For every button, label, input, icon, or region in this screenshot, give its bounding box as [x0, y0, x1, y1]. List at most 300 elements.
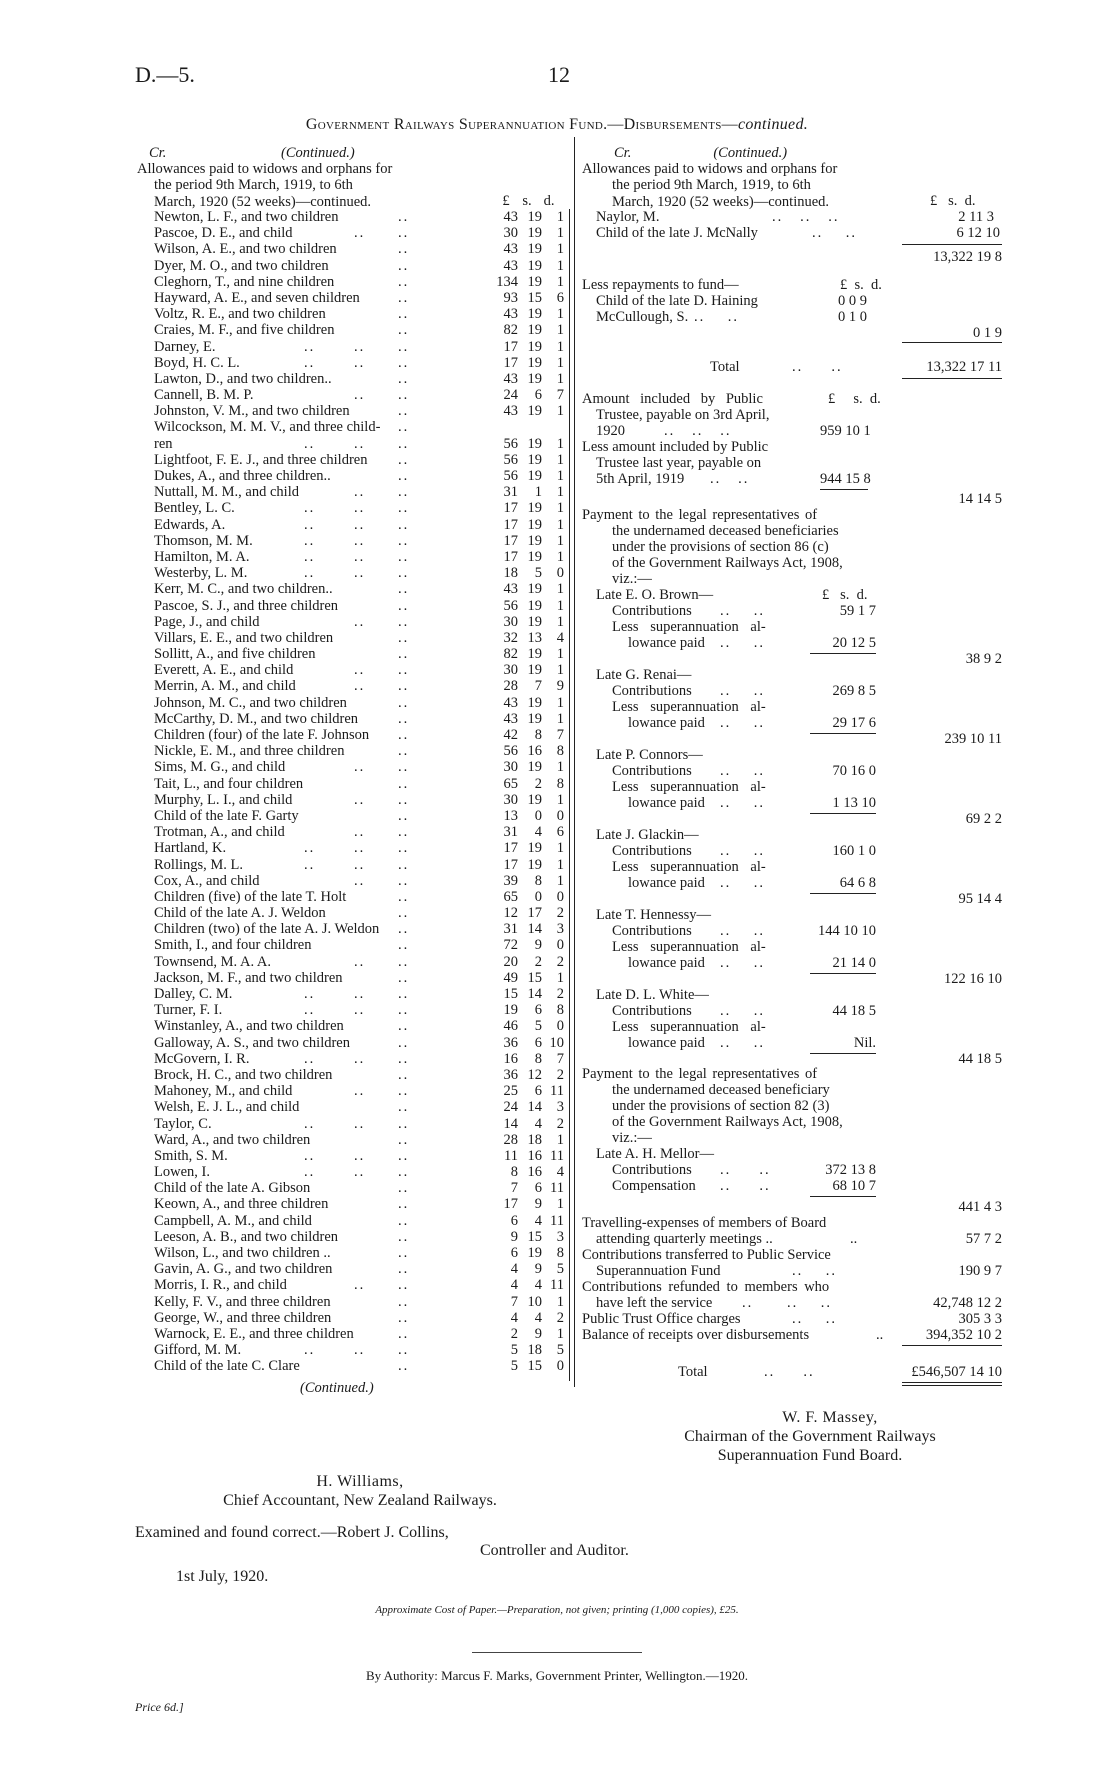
allowance-row: [154, 533, 584, 549]
leader-dots: .. ..: [720, 843, 765, 859]
leader-dots: ..: [304, 856, 316, 873]
leader-dots: ..: [354, 791, 366, 808]
leader-dots: ..: [398, 1212, 410, 1229]
pence: 0: [556, 807, 564, 824]
left-heading-2: the period 9th March, 1919, to 6th: [154, 177, 353, 194]
leader-dots: ..: [304, 435, 316, 452]
allowance-row: [154, 1099, 584, 1115]
allowance-amount: [484, 1213, 596, 1229]
contributions-label: Contributions: [612, 763, 692, 779]
estate-less-allowance: 29 17 6: [832, 715, 876, 731]
leader-dots: ..: [304, 565, 316, 582]
pounds: 2: [510, 1325, 518, 1342]
allowance-name: Hayward, A. E., and seven children: [154, 289, 360, 306]
estate-contributions: 160 1 0: [832, 843, 876, 859]
allowance-name: ren: [154, 435, 173, 452]
allowance-amount: [484, 1326, 596, 1342]
less-superannuation-label: Less superannuation al-: [612, 939, 766, 955]
payment1-viz: viz.:—: [612, 571, 652, 587]
estate-less-allowance: 20 12 5: [832, 635, 876, 651]
lowance-paid-label: lowance paid: [628, 635, 705, 651]
leader-dots: ..: [354, 1002, 366, 1019]
leader-dots: ..: [398, 1066, 410, 1083]
allowance-amount: [484, 1099, 596, 1115]
allowance-name: McGovern, I. R.: [154, 1050, 250, 1067]
payment2-line-4: of the Government Railways Act, 1908,: [612, 1114, 843, 1130]
report-date: 1st July, 1920.: [176, 1568, 269, 1585]
balance-total: 394,352 10 2: [925, 1327, 1002, 1343]
allowance-row: [154, 258, 584, 274]
estate-less-allowance: 64 6 8: [839, 875, 876, 891]
leader-dots: ..: [398, 1034, 410, 1051]
allowance-amount: [484, 274, 596, 290]
allowance-row: [154, 808, 584, 824]
estate-net-total: 44 18 5: [958, 1051, 1002, 1067]
shillings: 19: [527, 403, 542, 420]
repayments-total: 0 1 9: [973, 325, 1002, 341]
pence: 1: [556, 856, 564, 873]
refund-line-1: Contributions refunded to members who: [582, 1279, 830, 1295]
pence: 4: [556, 629, 564, 646]
leader-dots: ..: [398, 257, 410, 274]
pounds: 18: [503, 565, 518, 582]
right-lsd-header: £ s. d.: [930, 193, 976, 209]
pence-head: d.: [543, 193, 555, 209]
pounds: 43: [503, 710, 518, 727]
shillings: 6: [534, 1034, 542, 1051]
page-number: 12: [548, 62, 570, 87]
payment1-line-3: under the provisions of section 86 (c): [612, 539, 829, 555]
shillings: 1: [534, 484, 542, 501]
shillings: 12: [527, 1066, 542, 1083]
contributions-label: Contributions: [612, 603, 692, 619]
pounds: 43: [503, 257, 518, 274]
pounds: 8: [510, 1164, 518, 1181]
pence: 7: [556, 727, 564, 743]
estate-heading: Late J. Glackin—: [596, 827, 699, 843]
estate-net-total: 38 9 2: [965, 651, 1002, 667]
allowance-row: [154, 889, 584, 905]
allowance-amount: [484, 808, 596, 824]
leader-dots: .. ..: [720, 1003, 765, 1019]
leader-dots: ..: [354, 662, 366, 679]
pence: 6: [556, 289, 564, 306]
allowance-name: Page, J., and child: [154, 613, 260, 630]
allowance-amount: [484, 290, 596, 306]
allowance-amount: [484, 1245, 596, 1261]
less-amount-line-2: Trustee last year, payable on: [596, 455, 762, 471]
allowance-name: Smith, S. M.: [154, 1147, 228, 1164]
allowance-name: Everett, A. E., and child: [154, 662, 294, 679]
pounds: 56: [503, 435, 518, 452]
haining-label: Child of the late D. Haining: [596, 293, 758, 309]
leader-dots: ..: [304, 532, 316, 549]
left-continued-footer: (Continued.): [300, 1380, 374, 1396]
pounds: 25: [503, 1083, 518, 1100]
allowance-row: [154, 743, 584, 759]
rule: [810, 653, 876, 654]
payment2-line-2: the undernamed deceased beneficiary: [612, 1082, 830, 1098]
shillings: 4: [534, 824, 542, 841]
allowance-row: [154, 986, 584, 1002]
leader-dots: ..: [354, 1164, 366, 1181]
left-heading-3: March, 1920 (52 weeks)—continued.: [154, 193, 372, 210]
rule: [810, 813, 876, 814]
pence: 1: [556, 516, 564, 533]
balance-label: Balance of receipts over disbursements: [582, 1327, 810, 1343]
leader-dots: ..: [398, 921, 410, 938]
allowance-row: [154, 290, 584, 306]
leader-dots: ..: [398, 387, 410, 404]
pounds: 49: [503, 969, 518, 986]
shillings: 19: [527, 791, 542, 808]
massey-title-2: Superannuation Fund Board.: [717, 1447, 903, 1464]
less-amount-dots: .. ..: [710, 471, 750, 487]
shillings: 19: [527, 856, 542, 873]
collins-title: Controller and Auditor.: [480, 1542, 629, 1559]
pence: 1: [556, 548, 564, 565]
pence: 1: [556, 468, 564, 484]
estate-less-allowance: 1 13 10: [832, 795, 876, 811]
shillings: 17: [527, 905, 542, 922]
pence: 1: [556, 257, 564, 274]
leader-dots: ..: [354, 1115, 366, 1132]
shillings: 19: [527, 370, 542, 387]
rule: [902, 378, 1002, 379]
page-title: [0, 116, 1114, 134]
pounds: 5: [510, 1342, 518, 1359]
leader-dots: ..: [354, 824, 366, 841]
ptoc-total: 305 3 3: [958, 1311, 1002, 1327]
leader-dots: ..: [354, 856, 366, 873]
shillings: 16: [527, 743, 542, 760]
leader-dots: ..: [398, 1164, 410, 1181]
pence: 1: [556, 613, 564, 630]
leader-dots: ..: [398, 662, 410, 679]
allowance-amount: [484, 403, 596, 419]
amount-included-lsd-head: £ s. d.: [828, 391, 881, 407]
estate-contributions: 269 8 5: [832, 683, 876, 699]
lowance-paid-label: lowance paid: [628, 795, 705, 811]
leader-dots: ..: [354, 1147, 366, 1164]
less-superannuation-label: Less superannuation al-: [612, 859, 766, 875]
right-cr: Cr.: [614, 145, 632, 161]
leader-dots: ..: [398, 1358, 410, 1375]
allowance-row: [154, 1310, 584, 1326]
allowance-name: Keown, A., and three children: [154, 1196, 329, 1213]
leader-dots: ..: [398, 500, 410, 517]
allowance-amount: [484, 711, 596, 727]
leader-dots: ..: [398, 1293, 410, 1310]
leader-dots: ..: [304, 1164, 316, 1181]
pounds: 17: [503, 354, 518, 371]
lowance-paid-label: lowance paid: [628, 1035, 705, 1051]
pence: 5: [556, 1342, 564, 1359]
shillings: 19: [527, 273, 542, 290]
leader-dots: ..: [398, 306, 410, 323]
shillings: 4: [534, 1212, 542, 1229]
payment1-line-4: of the Government Railways Act, 1908,: [612, 555, 843, 571]
allowance-name: Taylor, C.: [154, 1115, 212, 1132]
pounds: 9: [510, 1228, 518, 1245]
leader-dots: ..: [398, 840, 410, 857]
lowance-paid-label: lowance paid: [628, 715, 705, 731]
allowance-amount: [484, 598, 596, 614]
allowance-row: [154, 1261, 584, 1277]
leader-dots: ..: [398, 419, 410, 436]
mellor-compensation: 68 10 7: [832, 1178, 876, 1194]
pounds: 43: [503, 209, 518, 225]
leader-dots: ..: [304, 1002, 316, 1019]
repayments-lsd-head: £ s. d.: [840, 277, 882, 293]
allowance-amount: [484, 1229, 596, 1245]
payment1-line-1: Payment to the legal representatives of: [582, 507, 818, 523]
pence: 1: [556, 225, 564, 242]
allowance-name: Sollitt, A., and five children: [154, 646, 316, 663]
amount-included-line-3: 1920: [596, 423, 625, 439]
allowance-row: [154, 727, 584, 743]
allowance-name: Galloway, A. S., and two children: [154, 1034, 350, 1051]
leader-dots: ..: [398, 1018, 410, 1035]
pence: 0: [556, 565, 564, 582]
pounds: 4: [510, 1261, 518, 1278]
leader-dots: ..: [398, 678, 410, 695]
estate-heading: Late G. Renai—: [596, 667, 692, 683]
allowance-row: [154, 339, 584, 355]
pounds: 43: [503, 241, 518, 258]
pence: 2: [556, 986, 564, 1002]
allowance-row: [154, 1164, 584, 1180]
pounds: 19: [503, 1002, 518, 1019]
rule: [902, 1345, 1002, 1346]
pounds: 6: [510, 1212, 518, 1229]
allowance-row: [154, 452, 584, 468]
shillings: 18: [527, 1342, 542, 1359]
pence: 2: [556, 1115, 564, 1132]
leader-dots: ..: [354, 500, 366, 517]
shillings: 16: [527, 1147, 542, 1164]
estate-contributions: 44 18 5: [832, 1003, 876, 1019]
mccullough-dots: .. ..: [694, 309, 739, 325]
pence: 8: [556, 775, 564, 792]
shillings: 5: [534, 1018, 542, 1035]
pounds: 31: [503, 921, 518, 938]
total-dots: .. ..: [792, 359, 843, 375]
pence: 1: [556, 791, 564, 808]
allowance-name: Dalley, C. M.: [154, 986, 233, 1002]
estate-heading: Late P. Connors—: [596, 747, 703, 763]
allowance-row: [154, 614, 584, 630]
payment2-line-1: Payment to the legal representatives of: [582, 1066, 818, 1082]
pounds: 43: [503, 403, 518, 420]
pounds: 32: [503, 629, 518, 646]
rule: [810, 973, 876, 974]
pounds: 24: [503, 387, 518, 404]
allowance-row: [154, 873, 584, 889]
pence: 1: [556, 451, 564, 468]
shillings: 19: [527, 500, 542, 517]
refund-dots: .. .. ..: [742, 1295, 832, 1311]
leader-dots: .. ..: [720, 635, 765, 651]
shillings: 19: [527, 694, 542, 711]
leader-dots: ..: [398, 694, 410, 711]
leader-dots: ..: [398, 1245, 410, 1261]
less-amount-value: 944 15 8: [820, 471, 871, 487]
pence: 3: [556, 921, 564, 938]
allowance-name: Cox, A., and child: [154, 872, 260, 889]
shillings: 19: [527, 548, 542, 565]
cost-note: Approximate Cost of Paper.—Preparation, not given; printing (1,000 copies), £25.: [375, 1604, 739, 1616]
shillings: 2: [534, 775, 542, 792]
naylor-amount: 2 11 3: [958, 209, 994, 225]
allowance-row: [154, 1277, 584, 1293]
pounds: 43: [503, 581, 518, 598]
leader-dots: ..: [398, 1131, 410, 1148]
allowance-row: [154, 484, 584, 500]
allowance-row: [154, 581, 584, 597]
leader-dots: ..: [398, 209, 410, 225]
shillings: 9: [534, 937, 542, 954]
allowance-name: Darney, E.: [154, 338, 216, 355]
leader-dots: ..: [354, 484, 366, 501]
allowance-name: Dyer, M. O., and two children: [154, 257, 329, 274]
pence: 6: [556, 824, 564, 841]
haining-amount: 0 0 9: [838, 293, 867, 309]
leader-dots: ..: [398, 629, 410, 646]
allowance-row: [154, 1051, 584, 1067]
left-lsd-header: [496, 193, 566, 210]
pence: 0: [556, 888, 564, 905]
leader-dots: ..: [398, 1099, 410, 1116]
allowance-name: Child of the late F. Garty: [154, 807, 299, 824]
leader-dots: ..: [354, 953, 366, 970]
allowance-row: [154, 937, 584, 953]
allowance-name: Wilcockson, M. M. V., and three child-: [154, 419, 381, 436]
pounds: 134: [496, 273, 518, 290]
leader-dots: ..: [304, 500, 316, 517]
pence: 2: [556, 1066, 564, 1083]
leader-dots: ..: [398, 969, 410, 986]
leader-dots: ..: [398, 1277, 410, 1294]
allowance-row: [154, 500, 584, 516]
allowance-name: Brock, H. C., and two children: [154, 1066, 333, 1083]
shillings: 19: [527, 1245, 542, 1261]
travel-line-2: attending quarterly meetings ..: [596, 1231, 773, 1247]
pounds: 30: [503, 662, 518, 679]
leader-dots: ..: [354, 986, 366, 1002]
pence: 2: [556, 953, 564, 970]
pounds: 36: [503, 1066, 518, 1083]
estate-net-total: 69 2 2: [965, 811, 1002, 827]
pounds: 4: [510, 1277, 518, 1294]
pence: 11: [550, 1147, 564, 1164]
leader-dots: ..: [398, 727, 410, 743]
pounds: 82: [503, 322, 518, 339]
leader-dots: ..: [354, 678, 366, 695]
pounds: 39: [503, 872, 518, 889]
leader-dots: ..: [354, 759, 366, 776]
pence: 11: [550, 1212, 564, 1229]
allowance-row: [154, 225, 584, 241]
pence: 0: [556, 937, 564, 954]
allowance-name: Children (five) of the late T. Holt: [154, 888, 347, 905]
pounds: 43: [503, 370, 518, 387]
allowance-amount: [484, 727, 596, 743]
leader-dots: ..: [398, 468, 410, 484]
allowance-row: [154, 209, 584, 225]
allowance-name: Warnock, E. E., and three children: [154, 1325, 354, 1342]
shillings: 13: [527, 629, 542, 646]
shillings: 10: [527, 1293, 542, 1310]
rule: [902, 342, 1002, 343]
examined-line: Examined and found correct.—Robert J. Collins,: [135, 1524, 449, 1541]
leader-dots: ..: [354, 387, 366, 404]
allowance-amount: [484, 1358, 596, 1374]
pounds: 31: [503, 484, 518, 501]
travel-dots: ..: [850, 1231, 858, 1247]
allowance-name: Children (two) of the late A. J. Weldon: [154, 921, 380, 938]
shillings: 5: [534, 565, 542, 582]
allowance-name: Lightfoot, F. E. J., and three children: [154, 451, 368, 468]
leader-dots: .. ..: [720, 763, 765, 779]
allowance-row: [154, 1018, 584, 1034]
shillings: 8: [534, 727, 542, 743]
leader-dots: ..: [304, 1147, 316, 1164]
pence: 1: [556, 710, 564, 727]
left-cr: Cr.: [149, 145, 167, 161]
pence: 2: [556, 905, 564, 922]
allowance-name: Pascoe, D. E., and child: [154, 225, 293, 242]
difference-total: 14 14 5: [958, 491, 1002, 507]
leader-dots: ..: [398, 1180, 410, 1197]
allowance-name: Child of the late A. Gibson: [154, 1180, 311, 1197]
naylor-label: Naylor, M.: [596, 209, 660, 225]
estate-less-allowance: Nil.: [853, 1035, 876, 1051]
shillings: 19: [527, 257, 542, 274]
shillings: 8: [534, 1050, 542, 1067]
pence: 1: [556, 646, 564, 663]
leader-dots: ..: [354, 1342, 366, 1359]
rule: [902, 244, 1002, 245]
allowance-amount: [484, 468, 596, 484]
lowance-paid-label: lowance paid: [628, 955, 705, 971]
estate-lsd-head: £ s. d.: [822, 587, 868, 603]
pounds: 82: [503, 646, 518, 663]
shillings: 4: [534, 1115, 542, 1132]
total-label: Total: [710, 359, 740, 375]
allowance-name: Craies, M. F., and five children: [154, 322, 335, 339]
leader-dots: ..: [398, 241, 410, 258]
pounds: 4: [510, 1309, 518, 1326]
allowance-row: [154, 1132, 584, 1148]
payment2-line-3: under the provisions of section 82 (3): [612, 1098, 830, 1114]
allowance-row: [154, 630, 584, 646]
pounds: 36: [503, 1034, 518, 1051]
leader-dots: ..: [398, 613, 410, 630]
leader-dots: ..: [304, 1115, 316, 1132]
shillings: 19: [527, 532, 542, 549]
allowance-row: [154, 1213, 584, 1229]
pence: 5: [556, 1261, 564, 1278]
massey-name: W. F. Massey,: [782, 1409, 878, 1426]
leader-dots: ..: [398, 710, 410, 727]
allowance-row: [154, 517, 584, 533]
estate-heading: Late E. O. Brown—: [596, 587, 714, 603]
contributions-label: Contributions: [612, 843, 692, 859]
refund-line-2: have left the service: [596, 1295, 713, 1311]
shillings: 0: [534, 888, 542, 905]
allowance-amount: [484, 905, 596, 921]
